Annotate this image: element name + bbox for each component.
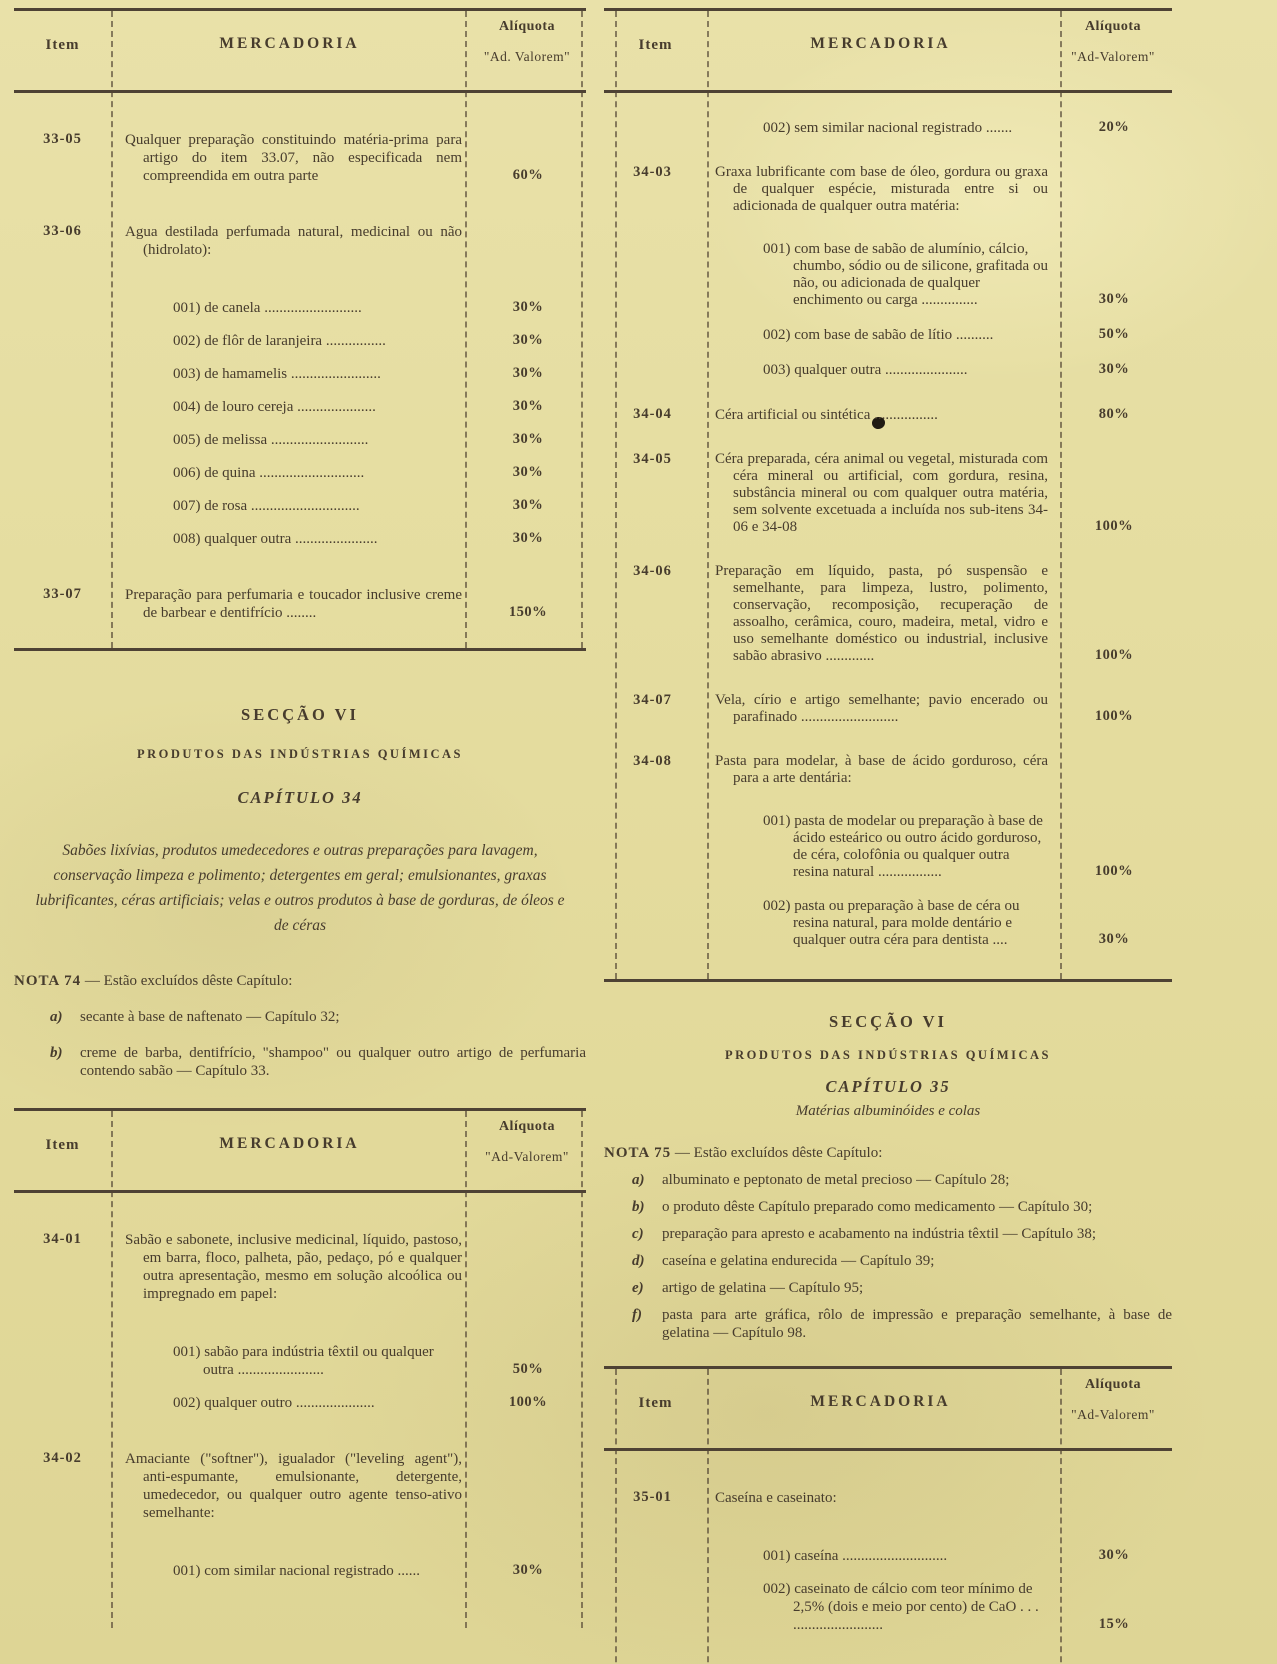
rate-value — [470, 1302, 586, 1303]
item-code: 34-03 — [633, 164, 672, 180]
table-body — [14, 1231, 586, 1628]
secao-subtitle: PRODUTOS DAS INDÚSTRIAS QUÍMICAS — [725, 1048, 1051, 1062]
header-aliquota-label — [1054, 11, 1172, 90]
item-description: 002) pasta ou preparação à base de céra ou resina natural, para molde dentário e qualquer outra céra para dentista .... — [763, 898, 1020, 948]
item-code: 34-08 — [633, 753, 672, 769]
item-description: 003) de hamamelis ........................ — [173, 366, 381, 382]
item-description: Vela, círio e artigo semelhante; pavio encerado ou parafinado .......................... — [715, 692, 1048, 725]
nota-heading — [604, 1144, 1172, 1162]
item-description: 001) pasta de modelar ou preparação à base de ácido esteárico ou outro ácido gorduroso, de céra, colofônia ou qualquer outra resina natural ................. — [763, 813, 1043, 880]
item-description: 002) sem similar nacional registrado ....... — [763, 120, 1013, 136]
secao-title: SECÇÃO VI — [829, 1012, 947, 1031]
item-description: 006) de quina ............................ — [173, 465, 365, 481]
rate-value: 30% — [1098, 931, 1130, 947]
aliquota-label: Alíquota — [1084, 1377, 1142, 1392]
nota-item — [14, 1008, 586, 1026]
item-description: 002) qualquer outro ..................... — [173, 1395, 375, 1411]
table-row — [604, 1489, 1172, 1507]
rate-value: 30% — [1098, 291, 1130, 307]
header-item-label: Item — [638, 1395, 673, 1411]
rate-value: 30% — [512, 299, 544, 315]
nota-heading — [14, 972, 586, 990]
tariff-table-ch33 — [14, 8, 586, 651]
item-description: 002) com base de sabão de lítio .......... — [763, 327, 994, 343]
table-row — [604, 753, 1172, 787]
item-description: 002) caseinato de cálcio com teor mínimo de 2,5% (dois e meio por cento) de CaO . . . ........................ — [763, 1581, 1039, 1633]
table-row — [604, 451, 1172, 536]
ad-valorem-label: "Ad-Valorem" — [1071, 49, 1155, 64]
item-description: 001) com base de sabão de alumínio, cálcio, chumbo, sódio ou de silicone, grafitada ou não, ou adicionada de qualquer enchimento ou carga ............... — [763, 241, 1048, 308]
nota-item-letter: d) — [632, 1253, 645, 1269]
table-row — [604, 406, 1172, 424]
item-code: 33-07 — [43, 586, 82, 602]
rate-value: 100% — [1094, 518, 1134, 534]
aliquota-label: Alíquota — [498, 19, 556, 34]
rate-value: 30% — [1098, 1547, 1130, 1563]
header-aliquota-label — [1054, 1369, 1172, 1448]
item-description: Amaciante ("softner"), igualador ("leveling agent"), anti-espumante, emulsionante, detergente, umedecedor, ou qualquer outro agente tenso-ativo semelhante: — [125, 1451, 462, 1521]
item-description: Agua destilada perfumada natural, medicinal ou não (hidrolato): — [125, 224, 462, 258]
table-row — [604, 563, 1172, 665]
table-header — [604, 11, 1172, 93]
nota-item-letter: b) — [50, 1045, 63, 1061]
table-row — [14, 431, 586, 449]
rate-value: 80% — [1098, 406, 1130, 422]
item-description: Pasta para modelar, à base de ácido gorduroso, céra para a arte dentária: — [715, 753, 1048, 786]
item-code: 34-07 — [633, 692, 672, 708]
item-description: 001) de canela .......................... — [173, 300, 362, 316]
item-description: 003) qualquer outra ...................... — [763, 362, 968, 378]
rate-value: 100% — [1094, 647, 1134, 663]
table-row — [604, 361, 1172, 379]
table-row — [604, 692, 1172, 726]
item-description: 004) de louro cereja ..................... — [173, 399, 376, 415]
nota-item — [14, 1044, 586, 1080]
item-code: 34-01 — [43, 1231, 82, 1247]
table-row — [14, 530, 586, 548]
header-mercadoria-label: MERCADORIA — [219, 35, 360, 52]
rate-value — [470, 258, 586, 259]
item-description: Qualquer preparação constituindo matéria-prima para artigo do item 33.07, não especificada nem compreendida em outra parte — [125, 132, 462, 184]
item-description: Preparação para perfumaria e toucador inclusive creme de barbear e dentifrício ........ — [125, 587, 462, 621]
right-column — [604, 0, 1172, 1664]
item-description: Caseína e caseinato: — [715, 1490, 837, 1506]
rate-value: 100% — [1094, 863, 1134, 879]
table-header — [604, 1369, 1172, 1451]
item-description: 005) de melissa .......................... — [173, 432, 369, 448]
secao-title: SECÇÃO VI — [241, 705, 359, 724]
nota-item — [604, 1225, 1172, 1243]
nota-item-text: secante à base de naftenato — Capítulo 32; — [80, 1009, 340, 1025]
tariff-table-ch34-left — [14, 1108, 586, 1628]
nota-item-letter: e) — [632, 1280, 644, 1296]
rate-value — [470, 1521, 586, 1522]
nota-items — [14, 1008, 586, 1080]
capitulo-title: CAPÍTULO 34 — [237, 788, 363, 807]
rate-value: 50% — [512, 1361, 544, 1377]
item-description: 001) sabão para indústria têxtil ou qualquer outra ....................... — [173, 1344, 434, 1378]
table-row — [14, 1394, 586, 1412]
rate-value: 30% — [512, 497, 544, 513]
table-row — [14, 1343, 586, 1379]
header-item-label: Item — [45, 37, 80, 53]
table-row — [14, 586, 586, 622]
nota-item-letter: f) — [632, 1307, 642, 1323]
nota-item-text: creme de barba, dentifrício, "shampoo" ou qualquer outro artigo de perfumaria contendo sabão — Capítulo 33. — [80, 1045, 586, 1079]
nota-item-text: albuminato e peptonato de metal precioso — Capítulo 28; — [662, 1172, 1010, 1188]
rate-value: 30% — [512, 365, 544, 381]
table-row — [14, 464, 586, 482]
item-description: Graxa lubrificante com base de óleo, gordura ou graxa de qualquer espécie, misturada entre si ou adicionada de qualquer outra matéria: — [715, 164, 1048, 214]
table-header — [14, 1111, 586, 1193]
rate-value: 30% — [512, 332, 544, 348]
section-heading-ch35 — [604, 1012, 1172, 1120]
aliquota-label: Alíquota — [498, 1119, 556, 1134]
nota-item — [604, 1252, 1172, 1270]
table-row — [604, 813, 1172, 881]
table-row — [604, 1547, 1172, 1565]
nota-item — [604, 1198, 1172, 1216]
item-description: 001) caseína ............................ — [763, 1548, 948, 1564]
nota-items — [604, 1171, 1172, 1342]
rate-value: 30% — [512, 530, 544, 546]
tariff-table-ch34-right — [604, 8, 1172, 982]
header-mercadoria-label: MERCADORIA — [219, 1135, 360, 1152]
table-row — [14, 1450, 586, 1522]
table-row — [14, 223, 586, 259]
nota-item — [604, 1306, 1172, 1342]
item-description: 001) com similar nacional registrado ...... — [173, 1563, 421, 1579]
nota-item-text: o produto dêste Capítulo preparado como medicamento — Capítulo 30; — [662, 1199, 1093, 1215]
ad-valorem-label: "Ad. Valorem" — [483, 49, 571, 64]
item-description: 008) qualquer outra ...................... — [173, 531, 378, 547]
table-row — [14, 398, 586, 416]
nota-item — [604, 1171, 1172, 1189]
table-row — [14, 365, 586, 383]
nota-item — [604, 1279, 1172, 1297]
aliquota-label: Alíquota — [1084, 19, 1142, 34]
nota-item-letter: b) — [632, 1199, 645, 1215]
nota-item-letter: a) — [632, 1172, 645, 1188]
header-mercadoria-label: MERCADORIA — [810, 1393, 951, 1410]
left-column — [14, 0, 586, 1628]
item-code: 35-01 — [633, 1489, 672, 1505]
item-code: 34-04 — [633, 406, 672, 422]
nota-74 — [14, 972, 586, 1080]
header-aliquota-label — [468, 1111, 586, 1190]
nota-item-letter: a) — [50, 1009, 63, 1025]
table-row — [604, 119, 1172, 137]
table-body — [604, 119, 1172, 979]
ad-valorem-label: "Ad-Valorem" — [485, 1149, 569, 1164]
table-row — [604, 164, 1172, 215]
table-body — [604, 1489, 1172, 1664]
item-code: 34-06 — [633, 563, 672, 579]
table-row — [604, 326, 1172, 344]
table-row — [14, 497, 586, 515]
rate-value: 150% — [508, 604, 548, 620]
rate-value: 60% — [512, 167, 544, 183]
section-heading-ch34 — [14, 705, 586, 938]
item-code: 34-02 — [43, 1450, 82, 1466]
nota-item-letter: c) — [632, 1226, 644, 1242]
tariff-table-ch35 — [604, 1366, 1172, 1664]
rate-value: 50% — [1098, 326, 1130, 342]
capitulo-description: Sabões lixívias, produtos umedecedores e outras preparações para lavagem, conservação limpeza e polimento; detergentes em geral; emulsionantes, graxas lubrificantes, céras artificiais; velas e outros produtos à base de gorduras, de óleos e de céras — [35, 842, 565, 934]
table-row — [14, 299, 586, 317]
header-item-label: Item — [638, 37, 673, 53]
secao-subtitle: PRODUTOS DAS INDÚSTRIAS QUÍMICAS — [137, 747, 463, 761]
nota-item-text: preparação para apresto e acabamento na indústria têxtil — Capítulo 38; — [662, 1226, 1096, 1242]
table-body — [14, 131, 586, 648]
nota-label: NOTA 74 — [14, 973, 82, 989]
table-row — [14, 1231, 586, 1303]
item-description: Céra preparada, céra animal ou vegetal, misturada com céra mineral ou artificial, com gordura, resina, substância mineral ou com qualquer outra matéria, sem solvente excetuada a incluída nos sub-itens 34-06 e 34-08 — [715, 451, 1048, 535]
capitulo-title: CAPÍTULO 35 — [825, 1077, 951, 1096]
rate-value: 30% — [512, 464, 544, 480]
nota-75 — [604, 1144, 1172, 1342]
table-row — [14, 332, 586, 350]
capitulo-subtitle: Matérias albuminóides e colas — [795, 1103, 981, 1119]
rate-value: 20% — [1098, 119, 1130, 135]
header-aliquota-label — [468, 11, 586, 90]
item-description: Preparação em líquido, pasta, pó suspensão e semelhante, para limpeza, lustro, polimento, conservação, recomposição, recuperação de assoalho, cerâmica, couro, madeira, metal, vidro e uso semelhante doméstico ou industrial, inclusive sabão abrasivo ............. — [715, 563, 1048, 664]
table-header — [14, 11, 586, 93]
nota-item-text: artigo de gelatina — Capítulo 95; — [662, 1280, 864, 1296]
table-row — [604, 241, 1172, 309]
rate-value: 30% — [512, 431, 544, 447]
table-row — [604, 898, 1172, 949]
rate-value: 30% — [1098, 361, 1130, 377]
item-description: 007) de rosa ............................. — [173, 498, 360, 514]
rate-value — [1056, 1506, 1172, 1507]
rate-value: 15% — [1098, 1616, 1130, 1632]
table-row — [604, 1580, 1172, 1634]
rate-value: 100% — [1094, 708, 1134, 724]
rate-value: 30% — [512, 398, 544, 414]
nota-item-text: pasta para arte gráfica, rôlo de impressão e preparação semelhante, à base de gelatina — Capítulo 98. — [662, 1307, 1172, 1341]
table-row — [14, 131, 586, 185]
item-description: 002) de flôr de laranjeira ................ — [173, 333, 386, 349]
nota-item-text: caseína e gelatina endurecida — Capítulo 39; — [662, 1253, 935, 1269]
item-description: Sabão e sabonete, inclusive medicinal, líquido, pastoso, em barra, floco, palheta, pão, pedaço, pó e qualquer outra apresentação, mesmo em solução alcoólica ou impregnado em papel: — [125, 1232, 462, 1302]
item-code: 33-06 — [43, 223, 82, 239]
item-code: 34-05 — [633, 451, 672, 467]
rate-value: 100% — [508, 1394, 548, 1410]
nota-intro: — Estão excluídos dêste Capítulo: — [674, 1145, 883, 1161]
header-item-label: Item — [45, 1137, 80, 1153]
item-code: 33-05 — [43, 131, 82, 147]
ad-valorem-label: "Ad-Valorem" — [1071, 1407, 1155, 1422]
rate-value: 30% — [512, 1562, 544, 1578]
nota-intro: — Estão excluídos dêste Capítulo: — [84, 973, 293, 989]
header-mercadoria-label: MERCADORIA — [810, 35, 951, 52]
rate-value — [1056, 786, 1172, 787]
nota-label: NOTA 75 — [604, 1145, 672, 1161]
rate-value — [1056, 214, 1172, 215]
table-row — [14, 1562, 586, 1580]
item-description: Céra artificial ou sintética ................. — [715, 407, 938, 423]
